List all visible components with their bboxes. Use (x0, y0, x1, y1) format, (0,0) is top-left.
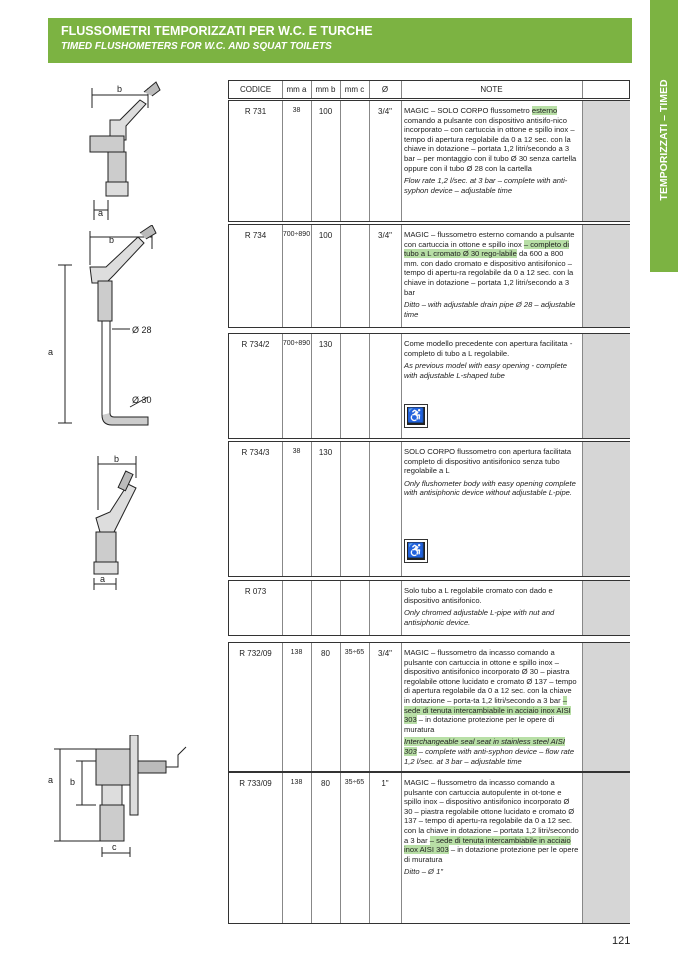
row-mm-b: 130 (318, 448, 333, 457)
row-mm-b: 130 (318, 340, 333, 349)
product-row-2 (228, 333, 630, 439)
section-title-it: FLUSSOMETRI TEMPORIZZATI PER W.C. E TURCHE (61, 24, 373, 38)
note-english-text: – complete with anti-syphon device – flow rate 1,2 l/sec. at 3 bar – adjustable time (404, 746, 575, 766)
row-mm-a: 138 (290, 779, 303, 786)
row-code: R 734/2 (241, 340, 270, 349)
note-english-text: Ditto – with adjustable drain pipe Ø 28 – adjustable time (404, 300, 576, 319)
note-english-text: As previous model with easy opening - complete with adjustable L-shaped tube (404, 361, 567, 380)
row-code: R 732/09 (239, 649, 272, 658)
note-highlight: – sede di tenuta intercambiabile in acciaio inox AISI 303 (404, 695, 571, 725)
product-row-6 (228, 772, 630, 924)
note-text-cont: comando a pulsante con dispositivo antisifo-nico incorporato – con cartuccia in ottone e spillo inox – tempo di apertura regolabile da 0 a 12 sec. con la chiave in dotazione – portata 1,2 litri/secondo a 3 bar – per montaggio con il tubo Ø 30 senza cartella oppure con il tubo Ø 28 con la cartella (404, 115, 577, 173)
wheelchair-icon: ♿ (404, 404, 428, 428)
dim-label-a: a (100, 574, 106, 584)
note-english (404, 608, 579, 627)
dim-label-a: a (48, 347, 54, 357)
row-mm-b: 100 (318, 231, 333, 240)
dim-label-b: b (117, 84, 123, 94)
col-mm-c: mm c (344, 85, 365, 94)
dim-label-b: b (109, 235, 115, 245)
diagram-flushometer-body (60, 80, 170, 220)
dim-label-a: a (98, 208, 104, 218)
row-code: R 731 (244, 107, 267, 116)
row-code: R 734/3 (241, 448, 270, 457)
row-note (404, 778, 579, 877)
product-row-1 (228, 224, 630, 328)
row-note (404, 586, 579, 627)
note-text: MAGIC – SOLO CORPO flussometro (404, 106, 532, 115)
note-english (404, 867, 579, 877)
diagram-concealed-flushometer (40, 735, 200, 860)
note-english-text: Ditto – Ø 1" (404, 867, 443, 877)
row-dia: 3/4" (378, 649, 392, 658)
col-note: NOTE (480, 85, 503, 94)
dim-label-b: b (114, 454, 120, 464)
section-title-en: TIMED FLUSHOMETERS FOR W.C. AND SQUAT TOILETS (61, 41, 332, 52)
note-highlight: esterno (531, 106, 558, 115)
row-code: R 733/09 (239, 779, 272, 788)
row-mm-b: 100 (318, 107, 333, 116)
table-header (228, 80, 630, 99)
row-mm-b: 80 (321, 779, 330, 788)
dim-label-c: c (112, 842, 117, 852)
row-note (404, 230, 579, 319)
product-row-0 (228, 100, 630, 222)
dim-label-d30: Ø 30 (132, 395, 152, 405)
row-mm-a: 38 (292, 107, 301, 114)
col-codice: CODICE (239, 85, 272, 94)
note-english (404, 479, 579, 498)
row-mm-c: 35÷65 (344, 649, 365, 656)
row-mm-a: 138 (290, 649, 303, 656)
col-dia: Ø (381, 85, 389, 94)
side-tab (650, 0, 678, 272)
note-english-text: Only flushometer body with easy opening complete with antisiphonic device without adjustable L-pipe. (404, 478, 576, 498)
note-english (404, 300, 579, 319)
diagram-flushometer-lpipe (40, 225, 170, 430)
note-text-cont: – in dotazione protezione per le opere di muratura (404, 845, 579, 864)
section-header (48, 18, 632, 63)
row-note (404, 339, 579, 380)
note-text: Come modello precedente con apertura facilitata - completo di tubo a L regolabile. (404, 339, 573, 358)
product-row-3 (228, 441, 630, 577)
row-dia: 1" (381, 779, 389, 788)
row-dia: 3/4" (378, 231, 392, 240)
note-english-text: Only chromed adjustable L-pipe with nut and antisiphonic device. (404, 608, 555, 627)
note-text: Solo tubo a L regolabile cromato con dado e dispositivo antisifonico. (404, 586, 553, 605)
side-tab-label: TEMPORIZZATI – TIMED (658, 79, 670, 201)
note-text-cont: da 600 a 800 mm. con dado cromato e dispositivo antisifonico – tempo di apertu-ra regolabile da 0 a 12 sec. con la chiave in dotazione – portata 1,2 litri/secondo a 3 bar (404, 249, 574, 297)
dim-label-d28: Ø 28 (132, 325, 152, 335)
row-mm-a: 700÷890 (282, 231, 311, 238)
note-highlight: – sede di tenuta intercambiabile in acciaio inox AISI 303 (404, 835, 571, 855)
row-mm-a: 38 (292, 448, 301, 455)
row-note (404, 648, 579, 766)
note-text: MAGIC – flussometro da incasso comando a pulsante con cartuccia in ottone e spillo inox – dispositivo antisifonico incorporato Ø 30 – piastra regolabile ottone lucidato e cromato Ø 137 – tempo di apertura regolabile da 0 a 12 sec. con la chiave in dotazione – porta-ta 1,2 litri/secondo a 3 bar (404, 648, 577, 705)
dim-label-b: b (70, 777, 76, 787)
product-row-4 (228, 580, 630, 636)
note-highlight: – completo di tubo a L cromato Ø 30 rego-labile (404, 239, 570, 259)
note-english-text: Flow rate 1,2 l/sec. at 3 bar – complete with anti-syphon device – adjustable time (404, 176, 568, 195)
row-code: R 734 (244, 231, 267, 240)
row-note (404, 106, 579, 195)
row-dia: 3/4" (378, 107, 392, 116)
row-note (404, 447, 579, 498)
row-mm-a: 700÷890 (282, 340, 311, 347)
note-text: SOLO CORPO flussometro con apertura facilitata completo di dispositivo antisifonico senza tubo regolabile a L (404, 447, 572, 476)
note-text: MAGIC – flussometro esterno comando a pulsante con cartuccia in ottone e spillo inox (404, 230, 575, 249)
row-mm-c: 35÷65 (344, 779, 365, 786)
row-code: R 073 (244, 587, 267, 596)
note-english-highlight: Interchangeable seal seat in stainless steel AISI 303 (404, 737, 565, 756)
note-english (404, 176, 579, 195)
col-mm-b: mm b (315, 85, 336, 94)
wheelchair-icon: ♿ (404, 539, 428, 563)
dim-label-a: a (48, 775, 54, 785)
note-english (404, 737, 579, 766)
page-number: 121 (612, 935, 631, 947)
note-english (404, 361, 579, 380)
note-text: MAGIC – flussometro da incasso comando a pulsante con cartuccia autopulente in ot-tone e spillo inox – dispositivo antisifonico incorporato Ø 30 – piastra regolabile ottone lucidato e cromato Ø 137 – tempo di apertu-ra regolabile da 0 a 12 sec. con la chiave in dotazione – portata 1,2 litri/secondo a 3 bar (404, 778, 579, 845)
row-mm-b: 80 (321, 649, 330, 658)
note-text-cont: – in dotazione protezione per le opere di muratura (404, 715, 555, 734)
product-row-5 (228, 642, 630, 772)
diagram-flushometer-easy-open (80, 450, 170, 590)
col-mm-a: mm a (286, 85, 307, 94)
